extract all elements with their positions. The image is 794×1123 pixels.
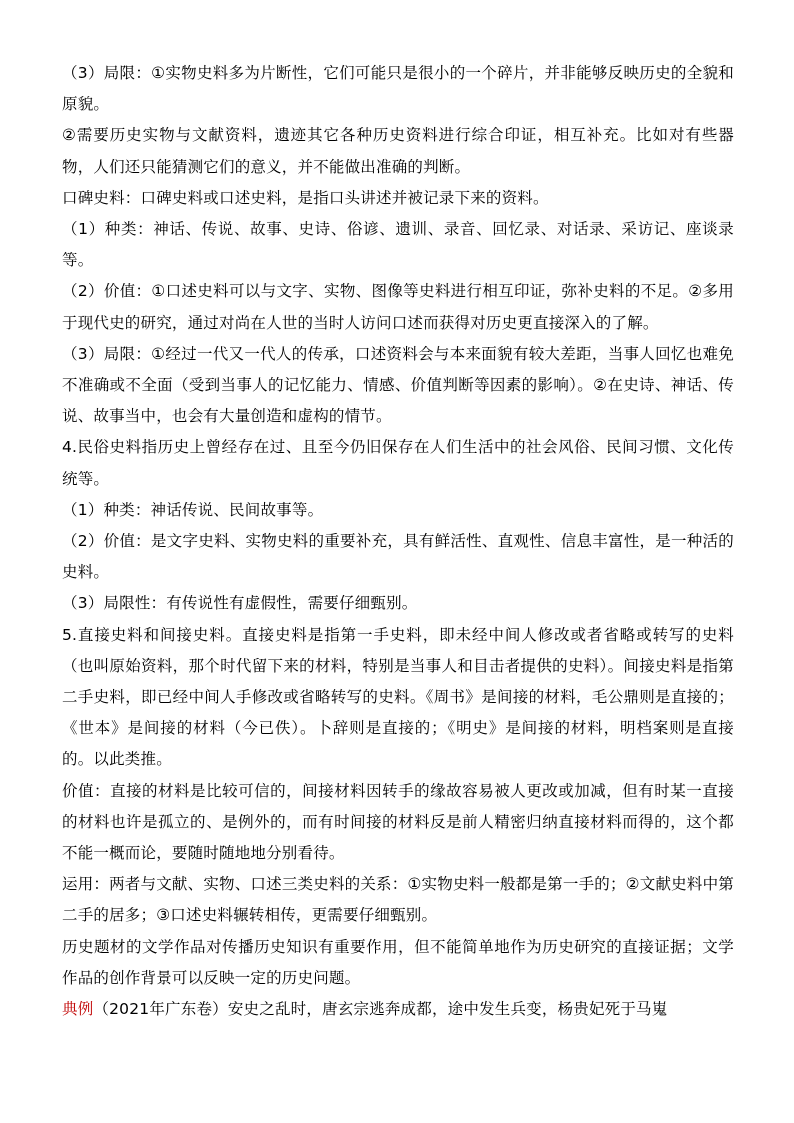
paragraph-folk-value: （2）价值：是文字史料、实物史料的重要补充，具有鲜活性、直观性、信息丰富性，是一种活的史料。 xyxy=(62,532,734,582)
paragraph-direct-indirect: 5.直接史料和间接史料。直接史料是指第一手史料，即未经中间人修改或者省略或转写的史料（也叫原始资料，那个时代留下来的材料，特别是当事人和目击者提供的史料）。间接史料是指第二手史料，即已经中间人手修改或省略转写的史料。《周书》是间接的材料，毛公鼎则是直接的；《世本》是间接的材料（今已佚）。卜辞则是直接的；《明史》是间接的材料，明档案则是直接的。以此类推。 xyxy=(62,625,734,769)
paragraph-oral-types: （1）种类：神话、传说、故事、史诗、俗谚、遗训、录音、回忆录、对话录、采访记、座谈录等。 xyxy=(62,220,734,270)
paragraph-oral-limitation: （3）局限：①经过一代又一代人的传承，口述资料会与本来面貌有较大差距，当事人回忆也难免不准确或不全面（受到当事人的记忆能力、情感、价值判断等因素的影响）。②在史诗、神话、传说、故事当中，也会有大量创造和虚构的情节。 xyxy=(62,344,734,426)
paragraph-folk-limitation: （3）局限性：有传说性有虚假性，需要仔细甄别。 xyxy=(62,594,418,613)
example-paragraph xyxy=(62,994,734,1025)
example-label: 典例 xyxy=(62,1000,94,1019)
paragraph-direct-value: 价值：直接的材料是比较可信的，间接材料因转手的缘故容易被人更改或加减，但有时某一直接的材料也许是孤立的、是例外的，而有时间接的材料反是前人精密归纳直接材料而得的，这个都不能一概而论，要随时随地地分别看待。 xyxy=(62,781,734,863)
paragraph-literary-works: 历史题材的文学作品对传播历史知识有重要作用，但不能简单地作为历史研究的直接证据；文学作品的创作背景可以反映一定的历史问题。 xyxy=(62,937,734,987)
paragraph-physical-limitation: （3）局限：①实物史料多为片断性，它们可能只是很小的一个碎片，并非能够反映历史的全貌和原貌。 xyxy=(62,64,734,114)
paragraph-application: 运用：两者与文献、实物、口述三类史料的关系：①实物史料一般都是第一手的；②文献史料中第二手的居多；③口述史料辗转相传，更需要仔细甄别。 xyxy=(62,875,734,925)
paragraph-oral-value: （2）价值：①口述史料可以与文字、实物、图像等史料进行相互印证，弥补史料的不足。②多用于现代史的研究，通过对尚在人世的当时人访问口述而获得对历史更直接深入的了解。 xyxy=(62,282,734,332)
paragraph-physical-verification: ②需要历史实物与文献资料，遗迹其它各种历史资料进行综合印证，相互补充。比如对有些器物，人们还只能猜测它们的意义，并不能做出准确的判断。 xyxy=(62,126,734,176)
paragraph-folk-types: （1）种类：神话传说、民间故事等。 xyxy=(62,500,324,519)
paragraph-folk-definition: 4.民俗史料指历史上曾经存在过、且至今仍旧保存在人们生活中的社会风俗、民间习惯、文化传统等。 xyxy=(62,438,734,488)
example-text: （2021年广东卷）安史之乱时，唐玄宗逃奔成都，途中发生兵变，杨贵妃死于马嵬 xyxy=(93,1000,668,1019)
paragraph-oral-definition: 口碑史料：口碑史料或口述史料，是指口头讲述并被记录下来的资料。 xyxy=(62,188,549,207)
